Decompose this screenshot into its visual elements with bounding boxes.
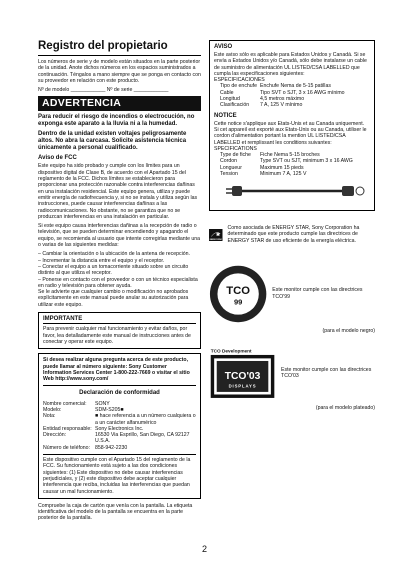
tco03-section — [209, 342, 375, 404]
divider — [43, 454, 196, 455]
aviso-spec-row: Cable Tipo SVT o SJT, 3 x 16 AWG mínimo — [220, 89, 345, 96]
tco03-logo — [209, 342, 276, 404]
svg-text:TCO: TCO — [226, 284, 251, 297]
right-column — [209, 40, 375, 411]
fcc-measure-item: – Cambiar la orientación o la ubicación de la antena de recepción. — [38, 251, 201, 257]
tco03-text: Este monitor cumple con las directrices TCO'03 — [281, 366, 372, 379]
aviso-text: Este aviso sólo es aplicable para Estados Unidos y Canadá. Si se envía a Estados Unidos y/o Canadá, sólo debe instalarse un cable de suministro de alimentación UL LISTED/CSA LABELLED que cumpla las especificaciones siguientes: — [214, 52, 367, 77]
fcc-measure-item: – Conectar el equipo a un tomacorriente situado sobre un circuito distinto al que utiliza el receptor. — [38, 264, 201, 277]
svg-text:TCO Development: TCO Development — [210, 349, 252, 355]
energy-star-section — [209, 219, 375, 251]
aviso-spec-row: Clasificación 7 A, 125 V mínimo — [220, 102, 303, 109]
declaration-row: Número de teléfono: 858-942-2230 — [43, 444, 128, 451]
energy-star-text: Como asociada de ENERGY STAR, Sony Corporation ha determinado que este producto cumple las directrices de ENERGY STAR de uso eficiente de la energía eléctrica. — [227, 225, 360, 244]
declaration-details — [43, 401, 196, 451]
registration-text: Los números de serie y de modelo están situados en la parte posterior de la unidad. Anote dichos números en los espacios suministrados a continuación. Téngalos a mano siempre que se ponga en contacto con su proveedor en relación con este producto. — [38, 59, 201, 84]
left-column — [38, 40, 201, 525]
declaration-row: Entidad responsable: Sony Electronics Inc. — [43, 425, 144, 432]
tco03-caption: (para el modelo plateado) — [315, 404, 375, 411]
tco99-logo — [209, 261, 267, 327]
fcc-measure-item: – Ponerse en contacto con el proveedor o con un técnico especialista en radio y televisión para obtener ayuda. — [38, 277, 201, 290]
fcc-measures-list — [38, 251, 201, 289]
notice-text: Cette notice s'applique aux Etats-Unis et au Canada uniquement. Si cet appareil est exporté aux Etats-Unis ou au Canada, utiliser le cordon d'alimentation portant la mention UL LISTED/CSA LABELLED et remplissant les conditions suivantes: — [214, 120, 367, 146]
page-title: Registro del propietario — [38, 40, 168, 52]
aviso-spec-row: Tipo de enchufe Enchufe Nema de 5-15 patillas — [220, 83, 331, 90]
declaration-row: Nombre comercial: SONY — [43, 400, 110, 407]
notice-spec-row: Tension Minimum 7 A, 125 V — [220, 171, 307, 178]
important-box — [38, 312, 201, 349]
tco99-section — [209, 261, 375, 327]
divider — [43, 385, 196, 386]
aviso-notice-box — [209, 40, 375, 211]
declaration-title: Declaración de conformidad — [79, 390, 160, 397]
declaration-row: Modelo: SDM-S205■ — [43, 406, 124, 413]
tco99-caption: (para el modelo negro) — [322, 327, 375, 334]
fcc-title: Aviso de FCC — [38, 155, 77, 162]
tco99-text: Este monitor cumple con las directrices TCO'99 — [272, 287, 363, 300]
fcc-text: Este equipo ha sido probado y cumple con los límites para un dispositivo digital de Clase B, de acuerdo con el Apartado 15 del reglamento de la FCC. Dichos límites se establecieron para proporcionar una protección razonable contra interferencias dañinas en una instalación residencial. Este equipo genera, utiliza y puede emitir energía de radiofrecuencia y, si no se instala y utiliza según las instrucciones, puede causar interferencias dañinas a las radiocomunicaciones. No obstante, no se garantiza que no se produzcan interferencias en una instalación en particular. — [38, 163, 198, 220]
warning-header: ADVERTENCIA — [38, 96, 201, 111]
model-serial-line: Nº de modelo ____________ Nº de serie ____________ — [38, 87, 169, 94]
title-rule — [38, 55, 201, 56]
important-header: IMPORTANTE — [43, 316, 196, 324]
declaration-row: Dirección: 16530 Via Esprillo, San Diego, CA 92127 U.S.A. — [43, 432, 190, 445]
svg-text:ENERGY STAR: ENERGY STAR — [209, 238, 222, 241]
warning-text-2: Dentro de la unidad existen voltajes peligrosamente altos. No abra la carcasa. Solicite asistencia técnica únicamente a personal cualificado. — [38, 131, 187, 152]
notice-spec-row: Cordon Type SVT ou SJT, minimum 3 x 16 AWG — [220, 158, 353, 165]
fcc-text-2: Si este equipo causa interferencias dañinas a la recepción de radio o televisión, que se pueden determinar encendiendo y apagando el equipo, se recomienda al usuario que intente corregirlas mediante una o varias de las siguientes medidas: — [38, 223, 201, 249]
contact-text: Si desea realizar alguna pregunta acerca de este producto, puede llamar al número siguiente: Sony Customer Information Services Center 1-800-222-7669 o visitar el sitio Web http://www.sony.com/ — [43, 357, 190, 383]
notice-spec-title: SPECIFICATIONS — [214, 145, 257, 152]
aviso-title: AVISO — [214, 44, 233, 50]
svg-text:DISPLAYS: DISPLAYS — [228, 383, 257, 389]
declaration-row: Nota: ■ hace referencia a un número cualquiera o a un carácter alfanumérico — [43, 413, 196, 426]
notice-spec-row: Longueur Maximum 15 pieds — [220, 164, 304, 171]
warning-text-1: Para reducir el riesgo de incendios o electrocución, no exponga este aparato a la lluvia ni a la humedad. — [38, 114, 195, 128]
svg-text:TCO'03: TCO'03 — [224, 370, 261, 382]
bottom-note: Compruebe la caja de cartón que venía con la pantalla. La etiqueta identificativa del modelo de la pantalla se encuentra en la parte posterior de la pantalla. — [38, 502, 193, 522]
notice-title: NOTICE — [214, 112, 237, 119]
energy-star-logo — [209, 219, 223, 251]
fcc-text-3: Se le advierte que cualquier cambio o modificación no aprobados explícitamente en este manual puede anular su autorización para utilizar este equipo. — [38, 289, 189, 308]
page-number: 2 — [202, 544, 208, 554]
notice-spec-row: Type de fiche Fiche Nema 5-15 broches — [220, 152, 320, 159]
important-text: Para prevenir cualquier mal funcionamiento y evitar daños, por favor, lea detalladamente este manual de instrucciones antes de conectar y operar este equipo. — [43, 326, 191, 345]
power-cord-illustration — [214, 180, 370, 202]
declaration-text: Este dispositivo cumple con el Apartado 15 del reglamento de la FCC. Su funcionamiento está sujeto a las dos condiciones siguientes: (1) Este dispositivo no debe causar interferencias perjudiciales, y (2) este dispositivo debe aceptar cualquier interferencia que reciba, incluidas las interferencias que puedan causar un mal funcionamiento. — [43, 457, 191, 495]
contact-declaration-box — [38, 353, 201, 499]
aviso-spec-title: ESPECIFICACIONES — [214, 77, 265, 84]
fcc-measure-item: – Incrementar la distancia entre el equipo y el receptor. — [38, 258, 201, 264]
aviso-spec-row: Longitud 4,5 metros máximo — [220, 96, 305, 103]
svg-text:99: 99 — [233, 296, 243, 306]
